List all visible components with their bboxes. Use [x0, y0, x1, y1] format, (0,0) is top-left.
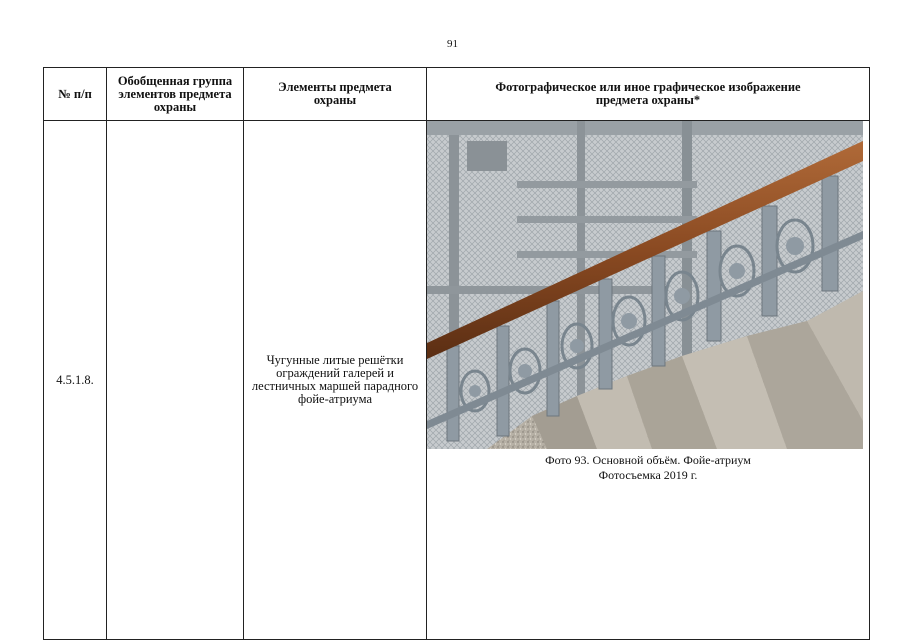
header-group: Обобщенная группа элементов предмета охраны — [107, 68, 244, 121]
photo-cell — [427, 121, 870, 640]
table-header-row — [44, 68, 870, 121]
header-num: № п/п — [44, 68, 107, 121]
row-number: 4.5.1.8. — [44, 121, 107, 640]
caption-line-1: Фото 93. Основной объём. Фойе-атриум — [545, 453, 751, 467]
page-number: 91 — [447, 38, 458, 50]
staircase-photo — [427, 121, 869, 449]
row-elements: Чугунные литые решётки ограждений галерей и лестничных маршей парадного фойе-атриума — [244, 121, 427, 640]
caption-line-2: Фотосъемка 2019 г. — [598, 468, 698, 482]
header-image: Фотографическое или иное графическое изображение предмета охраны* — [427, 68, 870, 121]
row-group — [107, 121, 244, 640]
heritage-table — [43, 67, 870, 640]
staircase-photo-graphic — [427, 121, 863, 449]
table-row — [44, 121, 870, 640]
photo-caption — [427, 453, 869, 483]
header-elements: Элементы предмета охраны — [244, 68, 427, 121]
